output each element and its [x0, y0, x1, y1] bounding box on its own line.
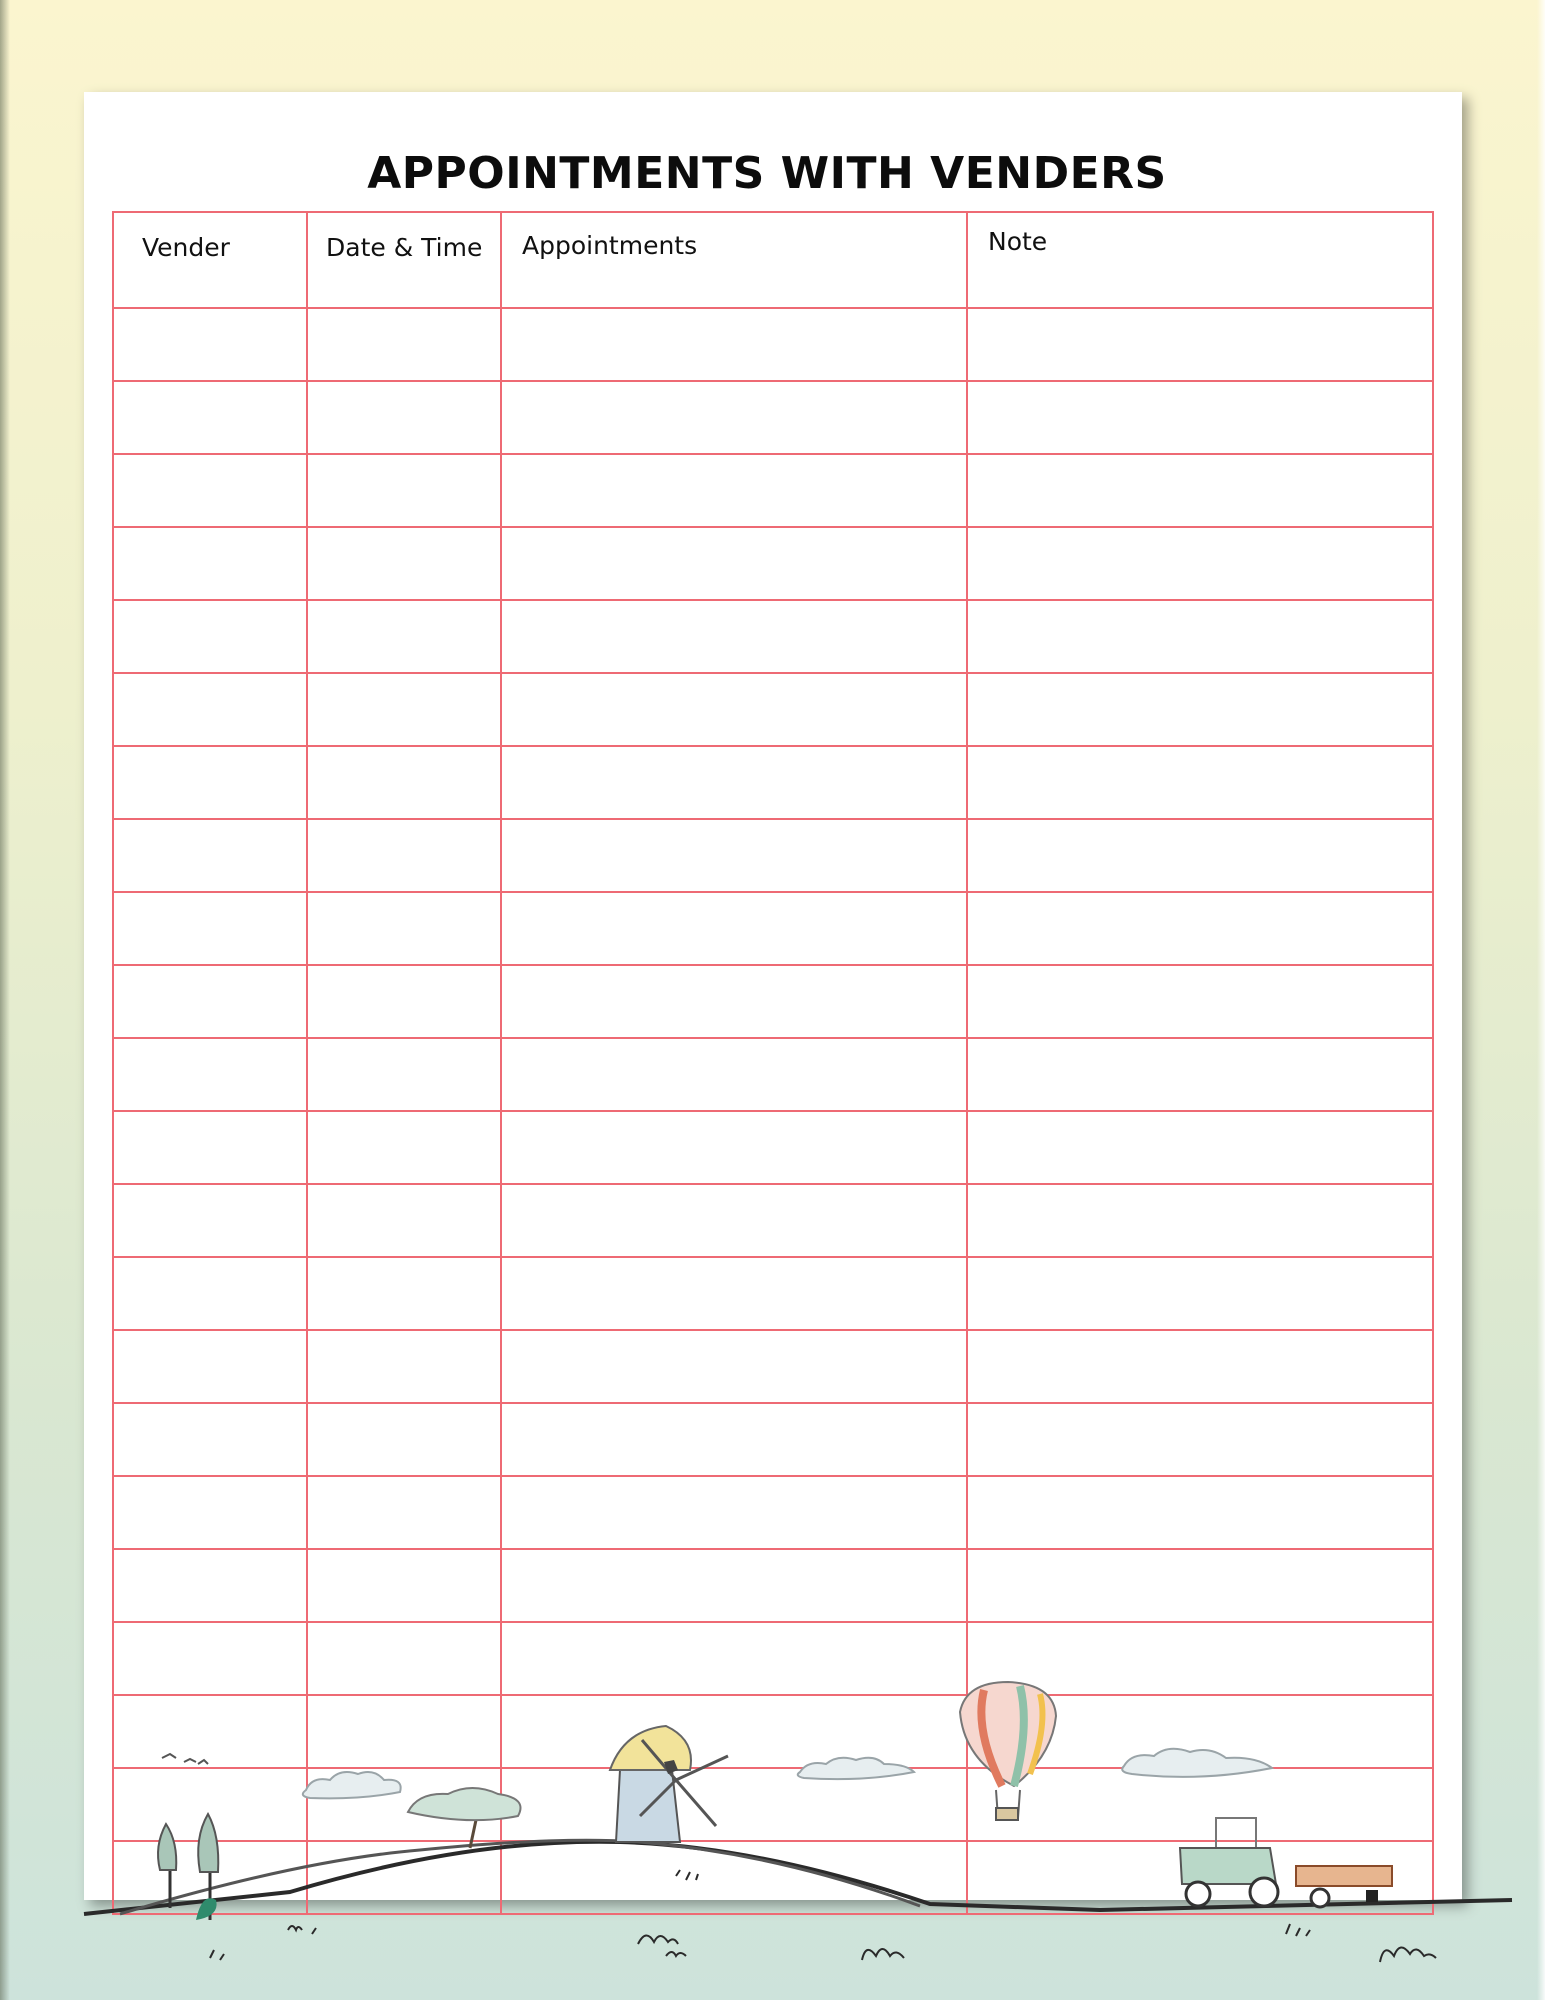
- note-cell[interactable]: [967, 892, 1433, 965]
- vender-cell[interactable]: [113, 1111, 307, 1184]
- table-row: [113, 892, 1433, 965]
- appointments-cell[interactable]: [501, 1695, 967, 1768]
- vender-cell[interactable]: [113, 381, 307, 454]
- note-cell[interactable]: [967, 1257, 1433, 1330]
- column-header-date-time: Date & Time: [307, 212, 501, 308]
- vender-cell[interactable]: [113, 308, 307, 381]
- date-time-cell[interactable]: [307, 746, 501, 819]
- column-header-note: Note: [967, 212, 1433, 308]
- background-edge-shadow: [0, 0, 10, 2000]
- date-time-cell[interactable]: [307, 819, 501, 892]
- table-row: [113, 1622, 1433, 1695]
- note-cell[interactable]: [967, 1330, 1433, 1403]
- vender-cell[interactable]: [113, 454, 307, 527]
- appointments-cell[interactable]: [501, 454, 967, 527]
- date-time-cell[interactable]: [307, 1549, 501, 1622]
- note-cell[interactable]: [967, 819, 1433, 892]
- date-time-cell[interactable]: [307, 600, 501, 673]
- appointments-cell[interactable]: [501, 1768, 967, 1841]
- date-time-cell[interactable]: [307, 1111, 501, 1184]
- appointments-cell[interactable]: [501, 892, 967, 965]
- appointments-cell[interactable]: [501, 1549, 967, 1622]
- appointments-cell[interactable]: [501, 746, 967, 819]
- table-row: [113, 673, 1433, 746]
- note-cell[interactable]: [967, 1403, 1433, 1476]
- appointments-cell[interactable]: [501, 1622, 967, 1695]
- date-time-cell[interactable]: [307, 1403, 501, 1476]
- table-row: [113, 1476, 1433, 1549]
- appointments-cell[interactable]: [501, 600, 967, 673]
- table-row: [113, 308, 1433, 381]
- date-time-cell[interactable]: [307, 1622, 501, 1695]
- appointments-cell[interactable]: [501, 381, 967, 454]
- appointments-cell[interactable]: [501, 308, 967, 381]
- appointments-table: [112, 211, 1434, 1915]
- page-title: APPOINTMENTS WITH VENDERS: [367, 148, 1167, 199]
- date-time-cell[interactable]: [307, 1695, 501, 1768]
- vender-cell[interactable]: [113, 1257, 307, 1330]
- note-cell[interactable]: [967, 1549, 1433, 1622]
- appointments-cell[interactable]: [501, 819, 967, 892]
- vender-cell[interactable]: [113, 1403, 307, 1476]
- note-cell[interactable]: [967, 1184, 1433, 1257]
- appointments-cell[interactable]: [501, 1841, 967, 1914]
- vender-cell[interactable]: [113, 1330, 307, 1403]
- date-time-cell[interactable]: [307, 454, 501, 527]
- table-row: [113, 965, 1433, 1038]
- date-time-cell[interactable]: [307, 1038, 501, 1111]
- appointments-cell[interactable]: [501, 1403, 967, 1476]
- note-cell[interactable]: [967, 454, 1433, 527]
- note-cell[interactable]: [967, 1622, 1433, 1695]
- vender-cell[interactable]: [113, 1695, 307, 1768]
- appointments-cell[interactable]: [501, 1257, 967, 1330]
- appointments-cell[interactable]: [501, 1476, 967, 1549]
- note-cell[interactable]: [967, 527, 1433, 600]
- vender-cell[interactable]: [113, 1841, 307, 1914]
- appointments-cell[interactable]: [501, 965, 967, 1038]
- vender-cell[interactable]: [113, 1038, 307, 1111]
- date-time-cell[interactable]: [307, 381, 501, 454]
- note-cell[interactable]: [967, 1038, 1433, 1111]
- note-cell[interactable]: [967, 381, 1433, 454]
- note-cell[interactable]: [967, 1111, 1433, 1184]
- date-time-cell[interactable]: [307, 1841, 501, 1914]
- table-row: [113, 1695, 1433, 1768]
- vender-cell[interactable]: [113, 1184, 307, 1257]
- table-body: [113, 308, 1433, 1914]
- date-time-cell[interactable]: [307, 1257, 501, 1330]
- appointments-cell[interactable]: [501, 527, 967, 600]
- date-time-cell[interactable]: [307, 1768, 501, 1841]
- date-time-cell[interactable]: [307, 1476, 501, 1549]
- table-row: [113, 1768, 1433, 1841]
- vender-cell[interactable]: [113, 1622, 307, 1695]
- appointments-cell[interactable]: [501, 1111, 967, 1184]
- table-row: [113, 1403, 1433, 1476]
- table-row: [113, 454, 1433, 527]
- date-time-cell[interactable]: [307, 527, 501, 600]
- appointments-cell[interactable]: [501, 1330, 967, 1403]
- background-edge-highlight: [1537, 0, 1545, 2000]
- table-row: [113, 819, 1433, 892]
- table-row: [113, 1257, 1433, 1330]
- vender-cell[interactable]: [113, 1549, 307, 1622]
- vender-cell[interactable]: [113, 600, 307, 673]
- appointments-cell[interactable]: [501, 673, 967, 746]
- appointments-cell[interactable]: [501, 1184, 967, 1257]
- vender-cell[interactable]: [113, 527, 307, 600]
- table-row: [113, 527, 1433, 600]
- note-cell[interactable]: [967, 1476, 1433, 1549]
- table-header-row: [113, 212, 1433, 308]
- table-row: [113, 1111, 1433, 1184]
- table-row: [113, 381, 1433, 454]
- date-time-cell[interactable]: [307, 308, 501, 381]
- date-time-cell[interactable]: [307, 673, 501, 746]
- appointments-cell[interactable]: [501, 1038, 967, 1111]
- vender-cell[interactable]: [113, 819, 307, 892]
- table-row: [113, 1330, 1433, 1403]
- table-row: [113, 600, 1433, 673]
- table-row: [113, 1841, 1433, 1914]
- table-row: [113, 1549, 1433, 1622]
- note-cell[interactable]: [967, 1695, 1433, 1768]
- note-cell[interactable]: [967, 965, 1433, 1038]
- table-row: [113, 746, 1433, 819]
- note-cell[interactable]: [967, 673, 1433, 746]
- date-time-cell[interactable]: [307, 892, 501, 965]
- column-header-vender: Vender: [113, 212, 307, 308]
- column-header-appointments: Appointments: [501, 212, 967, 308]
- note-cell[interactable]: [967, 746, 1433, 819]
- date-time-cell[interactable]: [307, 1184, 501, 1257]
- date-time-cell[interactable]: [307, 965, 501, 1038]
- vender-cell[interactable]: [113, 1768, 307, 1841]
- note-cell[interactable]: [967, 600, 1433, 673]
- table-row: [113, 1038, 1433, 1111]
- note-cell[interactable]: [967, 1768, 1433, 1841]
- vender-cell[interactable]: [113, 965, 307, 1038]
- vender-cell[interactable]: [113, 673, 307, 746]
- note-cell[interactable]: [967, 1841, 1433, 1914]
- vender-cell[interactable]: [113, 892, 307, 965]
- vender-cell[interactable]: [113, 1476, 307, 1549]
- date-time-cell[interactable]: [307, 1330, 501, 1403]
- note-cell[interactable]: [967, 308, 1433, 381]
- vender-cell[interactable]: [113, 746, 307, 819]
- table-row: [113, 1184, 1433, 1257]
